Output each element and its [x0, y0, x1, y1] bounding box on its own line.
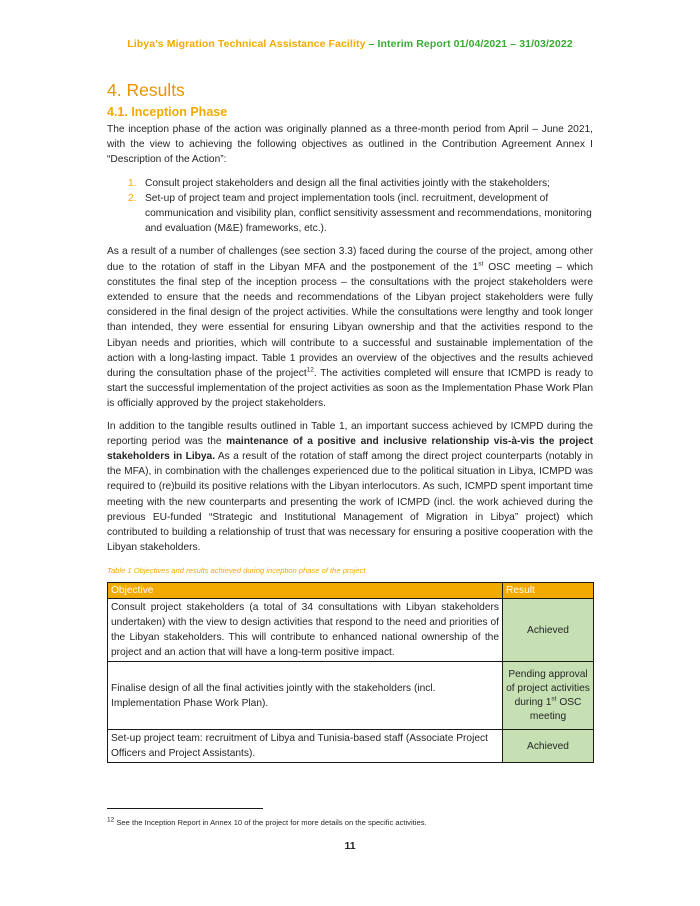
- header-title: Libya’s Migration Technical Assistance Facility: [127, 38, 366, 50]
- objectives-list: [107, 176, 593, 237]
- footnote-number: 12: [107, 816, 115, 824]
- main-content: [107, 80, 593, 763]
- paragraph-text: OSC meeting – which constitutes the final step of the inception process – the consultations with the project stakeholders were extended to ensure that the needs and recommendations of the Libyan project stakeholders were fully considered in the final design of the project activities. While the consultations were lengthy and took longer than intended, they were essential for ensuring Libyan ownership and that the activities respond to the Libyan needs and priorities, which will contribute to a successful and sustainable implementation of the action with a long-lasting impact. Table 1 provides an overview of the objectives and the results achieved during the consultation phase of the project: [107, 261, 593, 380]
- paragraph-text: As a result of a number of challenges (see section 3.3) faced during the course of the project, among other due to the rotation of staff in the Libyan MFA and the postponement of the 1: [107, 246, 593, 273]
- result-text: OSC meeting: [529, 696, 582, 722]
- subsection-heading: 4.1. Inception Phase: [107, 105, 228, 119]
- superscript: st: [478, 260, 484, 268]
- list-item: [128, 176, 593, 191]
- table-row: [108, 662, 594, 730]
- paragraph-text: As a result of the rotation of staff among the direct project counterparts (notably in the MFA), in combination with the challenges experienced due to the political situation in Libya, ICMPD was required to (re)build its positive relations with the Libyan interlocutors. As such, ICMPD spent important time meeting with the new counterparts and presenting the work of ICMPD (incl. the work achieved during the previous EU-funded “Strategic and Institutional Management of Migration in Libya” project) which contributed to building a relationship of trust that was necessary for ensuring a positive cooperation with the Libyan stakeholders.: [107, 451, 593, 554]
- running-header: [0, 38, 700, 50]
- column-header-objective: Objective: [108, 583, 503, 599]
- table-header-row: [108, 583, 594, 599]
- results-table: [107, 582, 594, 763]
- challenges-paragraph: [107, 244, 593, 411]
- footnote-reference: 12: [306, 366, 314, 374]
- page-number: 11: [344, 840, 356, 852]
- result-text: Pending approval of project activities during 1: [506, 668, 590, 708]
- column-header-result: Result: [503, 583, 594, 599]
- objective-cell: Set-up project team: recruitment of Libya and Tunisia-based staff (Associate Project Officers and Project Assistants).: [108, 730, 503, 763]
- list-item-text: Consult project stakeholders and design all the final activities jointly with the stakeholders;: [145, 177, 550, 189]
- list-item: [128, 191, 593, 237]
- header-report-period: – Interim Report 01/04/2021 – 31/03/2022: [365, 38, 573, 50]
- table-caption: Table 1 Objectives and results achieved during inception phase of the project: [107, 566, 366, 576]
- intro-paragraph: The inception phase of the action was originally planned as a three-month period from April – June 2021, with the view to achieving the following objectives as outlined in the Contribution Agreement Annex I “Description of the Action”:: [107, 124, 593, 166]
- objective-cell: Finalise design of all the final activities jointly with the stakeholders (incl. Implementation Phase Work Plan).: [108, 662, 503, 730]
- bold-highlight: maintenance of a positive and inclusive relationship vis-à-vis the project stakeholders in Libya.: [107, 435, 593, 463]
- paragraph-text: In addition to the tangible results outlined in Table 1, an important success achieved by ICMPD during the reporting period was the: [107, 420, 593, 447]
- result-cell: [503, 662, 594, 730]
- list-item-text: Set-up of project team and project implementation tools (incl. recruitment, development of communication and visibility plan, conflict sensitivity assessment and recommendations, monitoring and evaluation (M&E) frameworks, etc.).: [145, 192, 592, 235]
- footnote: [107, 818, 427, 828]
- result-cell: Achieved: [503, 599, 594, 662]
- table-row: [108, 730, 594, 763]
- footnote-text: See the Inception Report in Annex 10 of the project for more details on the specific activities.: [114, 818, 427, 827]
- relationship-paragraph: [107, 419, 593, 556]
- table-row: [108, 599, 594, 662]
- footnote-divider: [107, 808, 263, 809]
- paragraph-text: . The activities completed will ensure that ICMPD is ready to start the successful implementation of the project activities as soon as the Implementation Phase Work Plan is officially approved by the project stakeholders.: [107, 368, 593, 410]
- list-number: 2.: [128, 192, 137, 204]
- objective-cell: Consult project stakeholders (a total of 34 consultations with Libyan stakeholders undertaken) with the view to design activities that respond to the need and priorities of the Libyan stakeholders. This will contribute to enhanced national ownership of the project and an action that will have a long-term positive impact.: [108, 599, 503, 662]
- section-heading: 4. Results: [107, 80, 185, 100]
- superscript: st: [551, 695, 557, 703]
- list-number: 1.: [128, 177, 137, 189]
- result-cell: Achieved: [503, 730, 594, 763]
